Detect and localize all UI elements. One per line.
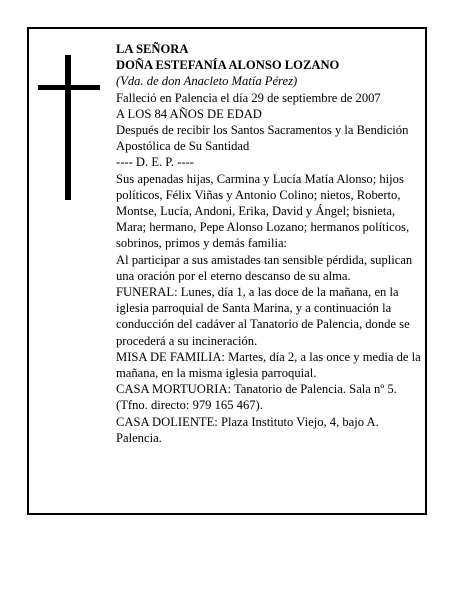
- mourning-home-info: CASA DOLIENTE: Plaza Instituto Viejo, 4, bajo A. Palencia.: [116, 414, 379, 445]
- obituary-card: [27, 27, 427, 515]
- age: A LOS 84 AÑOS DE EDAD: [116, 106, 262, 121]
- mortuary-info: CASA MORTUORIA: Tanatorio de Palencia. Sala nº 5. (Tfno. directo: 979 165 467).: [116, 382, 397, 413]
- family-list: Sus apenadas hijas, Carmina y Lucía Matía Alonso; hijos políticos, Félix Viñas y Antonio Colino; nietos, Roberto, Montse, Lucía, Andoni, Erika, David y Ángel; bisnieta, Mara; hermano, Pepe Alonso Lozano; hermanos políticos, sobrinos, primos y demás familia:: [116, 171, 410, 251]
- cross-icon: [38, 55, 100, 200]
- prayer-request: Al participar a sus amistades tan sensible pérdida, suplican una oración por el eterno descanso de su alma.: [116, 252, 413, 283]
- family-mass-info: MISA DE FAMILIA: Martes, día 2, a las once y media de la mañana, en la misma iglesia parroquial.: [116, 349, 421, 381]
- sacraments: Después de recibir los Santos Sacramentos y la Bendición Apostólica de Su Santidad: [116, 123, 409, 154]
- cross-vertical-bar: [65, 55, 71, 200]
- obituary-text: [116, 41, 422, 446]
- rip: ---- D. E. P. ----: [116, 155, 194, 170]
- death-date: Falleció en Palencia el día 29 de septiembre de 2007: [116, 90, 381, 105]
- widow-of: (Vda. de don Anacleto Matía Pérez): [116, 74, 298, 89]
- funeral-info: FUNERAL: Lunes, día 1, a las doce de la mañana, en la iglesia parroquial de Santa Marina, y a continuación la conducción del cadáver al Tanatorio de Palencia, donde se procederá a su incineración.: [116, 285, 410, 348]
- deceased-name: DOÑA ESTEFANÍA ALONSO LOZANO: [116, 58, 340, 73]
- cross-horizontal-bar: [38, 85, 100, 90]
- notice-title: LA SEÑORA: [116, 42, 189, 56]
